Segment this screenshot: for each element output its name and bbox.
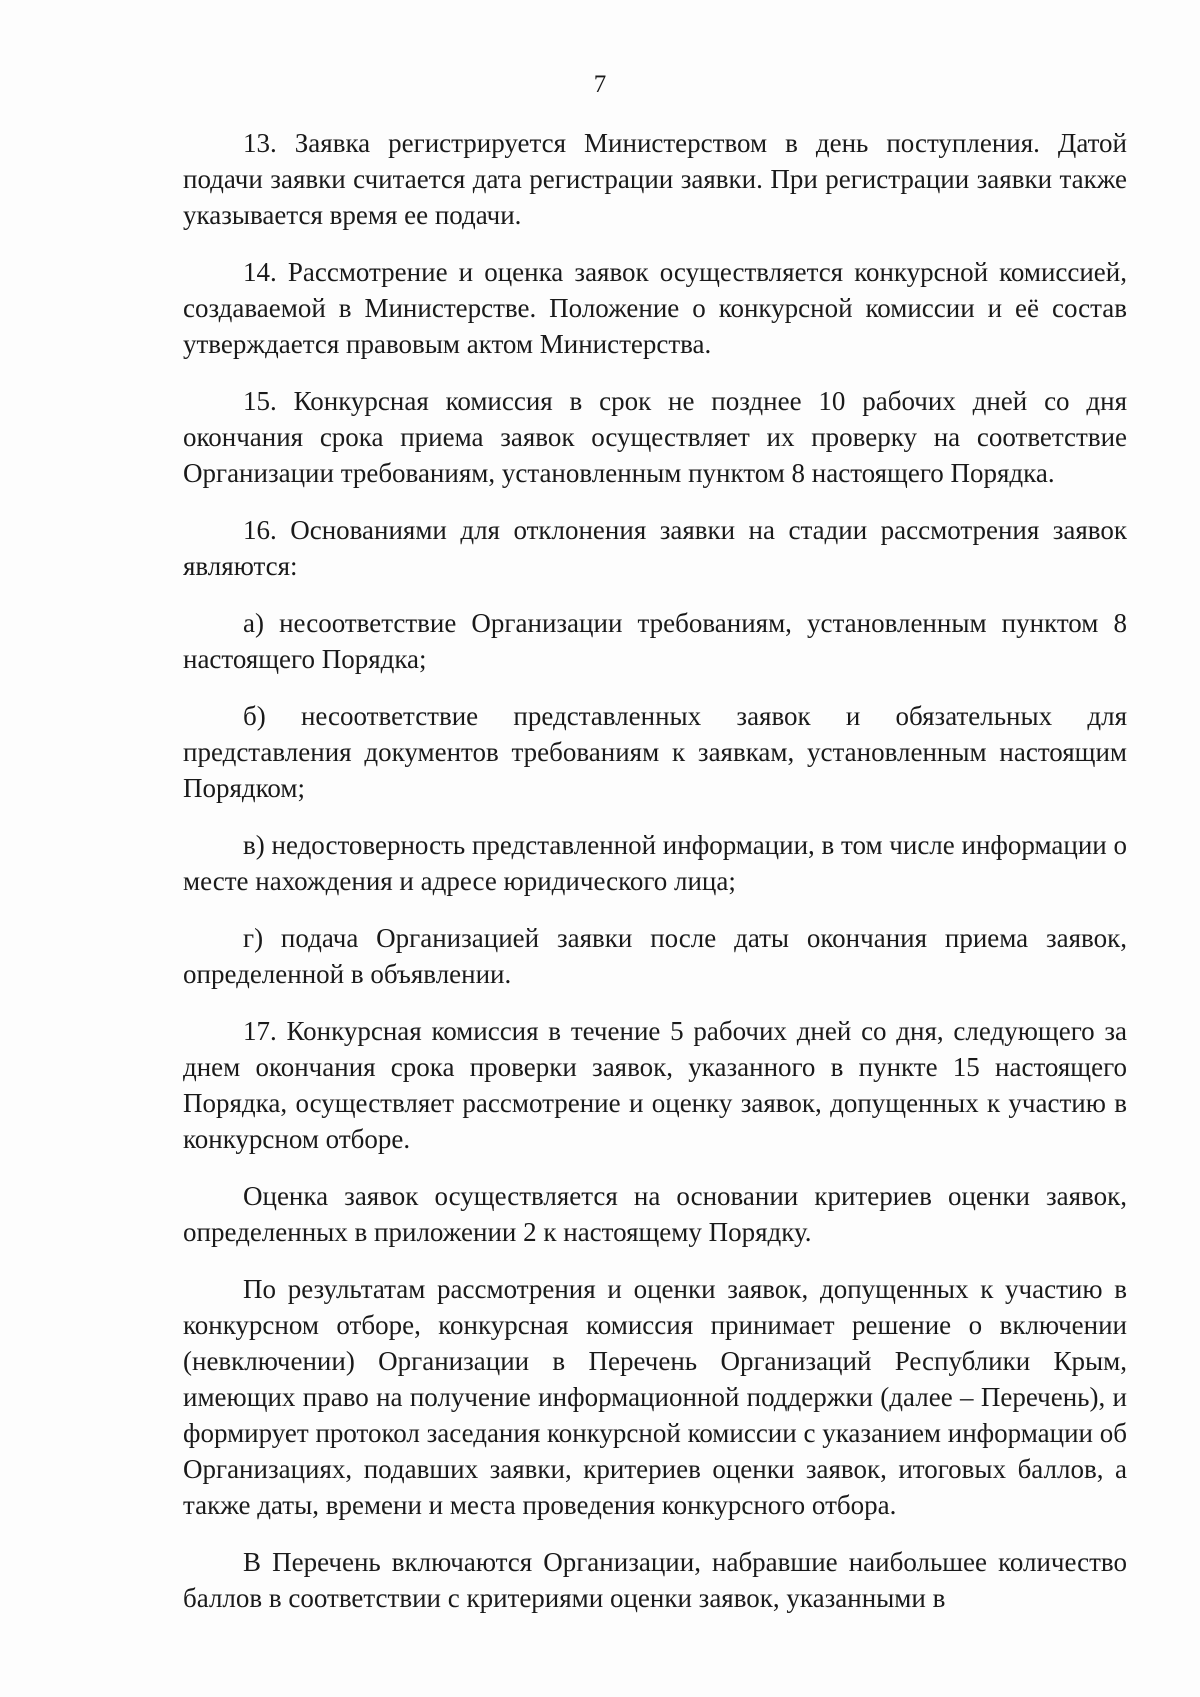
list-item-v: в) недостоверность представленной информации, в том числе информации о месте нахождения и адресе юридического лица; xyxy=(183,830,1127,896)
paragraph-17: 17. Конкурсная комиссия в течение 5 рабочих дней со дня, следующего за днем окончания срока проверки заявок, указанного в пункте 15 настоящего Порядка, осуществляет рассмотрение и оценку заявок, допущенных к участию в конкурсном отборе. xyxy=(183,1016,1127,1154)
list-item-b: б) несоответствие представленных заявок и обязательных для представления документов требованиям к заявкам, установленным настоящим Порядком; xyxy=(183,701,1127,803)
page-number: 7 xyxy=(593,71,607,98)
paragraph-16: 16. Основаниями для отклонения заявки на стадии рассмотрения заявок являются: xyxy=(183,515,1127,581)
document-body xyxy=(183,125,1127,1637)
paragraph-14: 14. Рассмотрение и оценка заявок осуществляется конкурсной комиссией, создаваемой в Министерстве. Положение о конкурсной комиссии и её состав утверждается правовым актом Министерства. xyxy=(183,257,1127,359)
paragraph-15: 15. Конкурсная комиссия в срок не позднее 10 рабочих дней со дня окончания срока приема заявок осуществляет их проверку на соответствие Организации требованиям, установленным пунктом 8 настоящего Порядка. xyxy=(183,386,1127,488)
paragraph-17-results: По результатам рассмотрения и оценки заявок, допущенных к участию в конкурсном отборе, конкурсная комиссия принимает решение о включении (невключении) Организации в Перечень Организаций Республики Крым, имеющих право на получение информационной поддержки (далее – Перечень), и формирует протокол заседания конкурсной комиссии с указанием информации об Организациях, подавших заявки, критериев оценки заявок, итоговых баллов, а также даты, времени и места проведения конкурсного отбора. xyxy=(183,1274,1127,1520)
list-item-a: а) несоответствие Организации требованиям, установленным пунктом 8 настоящего Порядка; xyxy=(183,608,1127,674)
paragraph-13: 13. Заявка регистрируется Министерством в день поступления. Датой подачи заявки считается дата регистрации заявки. При регистрации заявки также указывается время ее подачи. xyxy=(183,128,1127,230)
list-item-g: г) подача Организацией заявки после даты окончания приема заявок, определенной в объявлении. xyxy=(183,923,1127,989)
paragraph-17-list-inclusion: В Перечень включаются Организации, набравшие наибольшее количество баллов в соответствии с критериями оценки заявок, указанными в xyxy=(183,1547,1127,1613)
paragraph-17-evaluation: Оценка заявок осуществляется на основании критериев оценки заявок, определенных в приложении 2 к настоящему Порядку. xyxy=(183,1181,1127,1247)
